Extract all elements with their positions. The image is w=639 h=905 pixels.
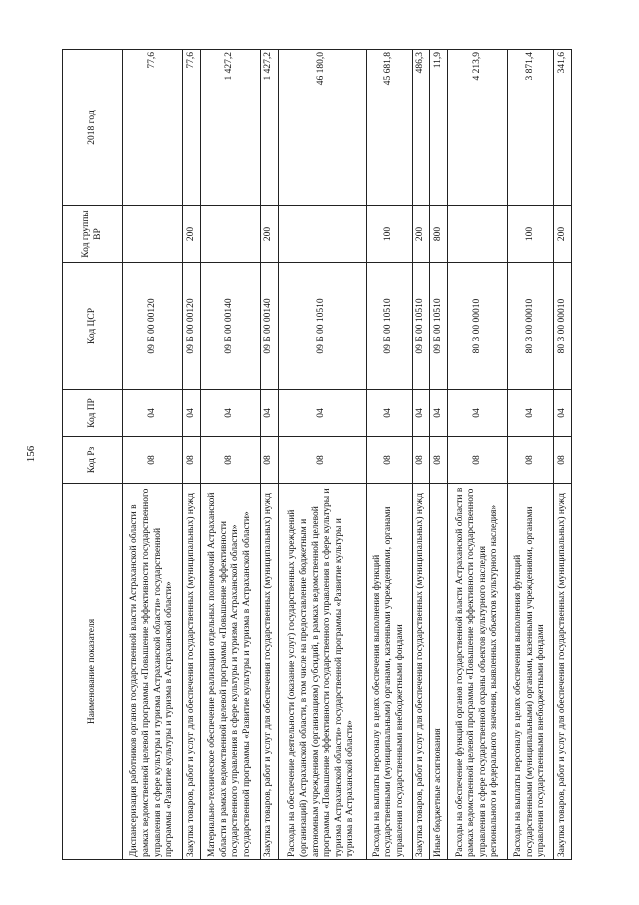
- cell-name: Диспансеризация работников органов государственной власти Астраханской области в рамках ведомственной целевой программы «Повышение эффективности государственного управления в сфере культуры и туризма Астраханской области» государственной программы «Развитие культуры и туризма в Астраханской области»: [123, 484, 183, 860]
- header-csr: Код ЦСР: [63, 263, 123, 390]
- table-body: [123, 50, 572, 860]
- cell-pr: 04: [430, 390, 448, 437]
- cell-vr: [123, 206, 183, 263]
- cell-pr: 04: [366, 390, 412, 437]
- table-row: [412, 50, 430, 860]
- table-row: [554, 50, 572, 860]
- cell-rz: 08: [366, 437, 412, 484]
- header-year: 2018 год: [63, 50, 123, 206]
- cell-pr: 04: [412, 390, 430, 437]
- cell-vr: [200, 206, 260, 263]
- cell-csr: 09 Б 00 00140: [260, 263, 278, 390]
- cell-vr: [278, 206, 366, 263]
- cell-pr: 04: [508, 390, 554, 437]
- cell-pr: 04: [123, 390, 183, 437]
- table-row: [260, 50, 278, 860]
- cell-csr: 09 Б 00 00120: [183, 263, 201, 390]
- cell-rz: 08: [200, 437, 260, 484]
- cell-pr: 04: [260, 390, 278, 437]
- table-row: [123, 50, 183, 860]
- cell-csr: 80 3 00 00010: [554, 263, 572, 390]
- table-row: [448, 50, 508, 860]
- cell-amount: 3 871,4: [508, 50, 554, 206]
- cell-rz: 08: [278, 437, 366, 484]
- cell-csr: 09 Б 00 10510: [278, 263, 366, 390]
- cell-name: Закупка товаров, работ и услуг для обеспечения государственных (муниципальных) нужд: [554, 484, 572, 860]
- cell-name: Иные бюджетные ассигнования: [430, 484, 448, 860]
- cell-rz: 08: [508, 437, 554, 484]
- cell-pr: 04: [278, 390, 366, 437]
- cell-vr: [448, 206, 508, 263]
- cell-name: Материально-техническое обеспечение реализации отдельных полномочий Астраханской области в рамках ведомственной целевой программы «Повышение эффективности государственного управления в сфере культуры и туризма Астраханской области» государственной программы «Развитие культуры и туризма в Астраханской области»: [200, 484, 260, 860]
- cell-csr: 80 3 00 00010: [508, 263, 554, 390]
- cell-amount: 4 213,9: [448, 50, 508, 206]
- table-row: [430, 50, 448, 860]
- cell-vr: 800: [430, 206, 448, 263]
- cell-pr: 04: [448, 390, 508, 437]
- table-row: [183, 50, 201, 860]
- cell-amount: 11,9: [430, 50, 448, 206]
- cell-vr: 200: [260, 206, 278, 263]
- cell-amount: 1 427,2: [200, 50, 260, 206]
- cell-amount: 1 427,2: [260, 50, 278, 206]
- table-row: [200, 50, 260, 860]
- header-rz: Код Рз: [63, 437, 123, 484]
- cell-name: Расходы на выплаты персоналу в целях обеспечения выполнения функций государственными (муниципальными) органами, казенными учреждениями, органами управления государственными внебюджетными фондами: [366, 484, 412, 860]
- table-row: [508, 50, 554, 860]
- cell-rz: 08: [260, 437, 278, 484]
- budget-table: [62, 49, 572, 860]
- table-header-row: [63, 50, 123, 860]
- cell-vr: 100: [508, 206, 554, 263]
- cell-rz: 08: [430, 437, 448, 484]
- cell-csr: 80 3 00 00010: [448, 263, 508, 390]
- header-pr: Код ПР: [63, 390, 123, 437]
- cell-rz: 08: [123, 437, 183, 484]
- cell-csr: 09 Б 00 10510: [430, 263, 448, 390]
- cell-csr: 09 Б 00 00120: [123, 263, 183, 390]
- cell-csr: 09 Б 00 10510: [366, 263, 412, 390]
- cell-vr: 200: [554, 206, 572, 263]
- cell-rz: 08: [448, 437, 508, 484]
- cell-pr: 04: [200, 390, 260, 437]
- page-number: 156: [25, 445, 37, 463]
- cell-amount: 77,6: [183, 50, 201, 206]
- cell-amount: 486,3: [412, 50, 430, 206]
- cell-vr: 200: [412, 206, 430, 263]
- cell-name: Закупка товаров, работ и услуг для обеспечения государственных (муниципальных) нужд: [412, 484, 430, 860]
- cell-name: Закупка товаров, работ и услуг для обеспечения государственных (муниципальных) нужд: [183, 484, 201, 860]
- cell-name: Расходы на обеспечение деятельности (оказание услуг) государственных учреждений (организаций) Астраханской области, в том числе на предоставление бюджетным и автономным учреждениям (организациям) субсидий, в рамках ведомственной целевой программы «Повышение эффективности государственного управления в сфере культуры и туризма Астраханской области» государственной программы «Развитие культуры и туризма в Астраханской области»: [278, 484, 366, 860]
- cell-amount: 46 180,0: [278, 50, 366, 206]
- cell-vr: 200: [183, 206, 201, 263]
- cell-name: Расходы на обеспечение функций органов государственной власти Астраханской области в рамках ведомственной целевой программы «Повышение эффективности государственного управления в сфере государственной охраны объектов культурного наследия регионального и федерального значения, выявленных объектов культурного наследия»: [448, 484, 508, 860]
- cell-csr: 09 Б 00 00140: [200, 263, 260, 390]
- cell-rz: 08: [412, 437, 430, 484]
- header-vr: Код группы ВР: [63, 206, 123, 263]
- cell-name: Закупка товаров, работ и услуг для обеспечения государственных (муниципальных) нужд: [260, 484, 278, 860]
- cell-amount: 45 681,8: [366, 50, 412, 206]
- header-name: Наименование показателя: [63, 484, 123, 860]
- cell-pr: 04: [183, 390, 201, 437]
- cell-pr: 04: [554, 390, 572, 437]
- table-row: [278, 50, 366, 860]
- cell-csr: 09 Б 00 10510: [412, 263, 430, 390]
- cell-amount: 77,6: [123, 50, 183, 206]
- cell-amount: 341,6: [554, 50, 572, 206]
- cell-rz: 08: [554, 437, 572, 484]
- cell-rz: 08: [183, 437, 201, 484]
- rotated-table-container: [62, 50, 572, 860]
- cell-vr: 100: [366, 206, 412, 263]
- cell-name: Расходы на выплаты персоналу в целях обеспечения выполнения функций государственными (муниципальными) органами, казенными учреждениями, органами управления государственными внебюджетными фондами: [508, 484, 554, 860]
- table-row: [366, 50, 412, 860]
